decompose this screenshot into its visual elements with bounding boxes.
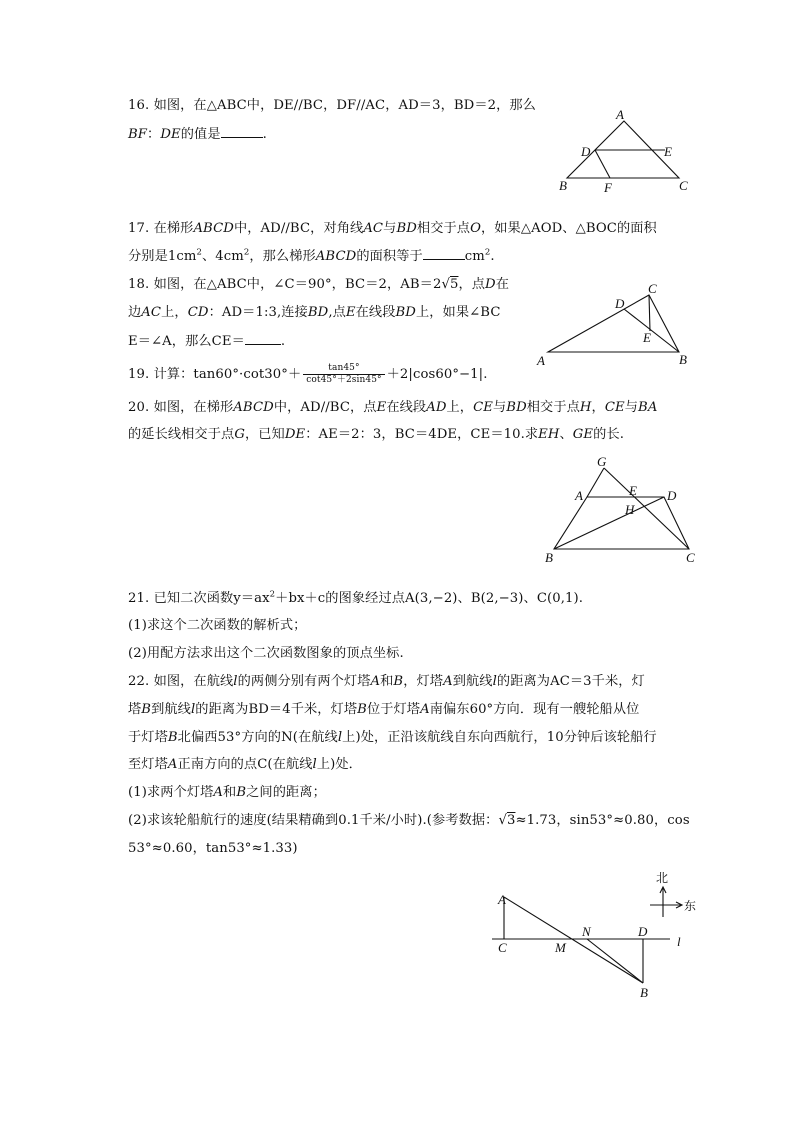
q22-t12: 塔 bbox=[128, 702, 142, 717]
q17-sup3: 2 bbox=[484, 247, 491, 258]
q22-t15: l bbox=[190, 702, 196, 717]
q20-t13: ， bbox=[591, 400, 605, 415]
q22-t27: A bbox=[167, 757, 178, 772]
fig20-label-e: E bbox=[629, 483, 637, 498]
fig18-label-a: A bbox=[537, 353, 545, 368]
q20-t20: DE bbox=[284, 427, 306, 442]
q18-t2: ，点 bbox=[458, 277, 486, 292]
q20-t5: 在线段 bbox=[386, 400, 427, 415]
q17-t2: ABCD bbox=[193, 221, 234, 236]
q17-t12: ，那么梯形 bbox=[249, 249, 316, 264]
q22-t33: 和 bbox=[223, 785, 237, 800]
q22-t28: 正南方向的点C(在航线 bbox=[177, 757, 313, 772]
q22-t10: l bbox=[492, 674, 497, 689]
q17-t15: cm bbox=[464, 249, 485, 264]
q17-t10: 分别是1cm bbox=[128, 249, 197, 264]
q17-t16: . bbox=[490, 249, 495, 264]
q20-t8: CE bbox=[473, 400, 493, 415]
q22-t30: 上)处． bbox=[316, 757, 362, 772]
fig16-label-a: A bbox=[616, 107, 624, 122]
q22-t4: A bbox=[370, 674, 381, 689]
q22-t6: B bbox=[393, 674, 404, 689]
q17-t9: ，如果△AOD、△BOC的面积 bbox=[480, 221, 657, 236]
fig22-label-c: C bbox=[498, 940, 507, 955]
q19-t2: ＋2|cos60°−1|. bbox=[386, 367, 488, 382]
q18-t4: 在 bbox=[495, 277, 510, 292]
q22-t18: 位于灯塔 bbox=[366, 702, 421, 717]
q18-t10: BD bbox=[307, 305, 329, 320]
q20-t11: 相交于点 bbox=[526, 400, 580, 415]
fig22-label-d: D bbox=[638, 924, 648, 939]
q18-t15: 上，如果∠BC bbox=[415, 305, 501, 320]
q20-t23: 、 bbox=[559, 427, 573, 442]
q22-t9: 到航线 bbox=[452, 674, 493, 689]
fig22-label-n: N bbox=[582, 924, 591, 939]
sqrt-symbol: √ bbox=[441, 277, 450, 292]
sqrt-symbol-2: √ bbox=[498, 813, 507, 828]
fig20-label-h: H bbox=[625, 502, 635, 517]
q20-t4: E bbox=[376, 400, 387, 415]
q20-t24: GE bbox=[572, 427, 594, 442]
q22-t8: A bbox=[443, 674, 453, 689]
q22-t7: ，灯塔 bbox=[403, 674, 444, 689]
q20-t2: ABCD bbox=[233, 400, 274, 415]
fig22-label-b: B bbox=[640, 985, 648, 1000]
q18-t14: BD bbox=[395, 305, 416, 320]
q20-t7: 上， bbox=[446, 400, 474, 415]
q20-t10: BD bbox=[506, 400, 527, 415]
q18-t8: CD bbox=[187, 305, 209, 320]
fig18-label-e: E bbox=[643, 330, 651, 345]
fig20-label-c: C bbox=[686, 550, 695, 565]
q22-t24: l bbox=[337, 730, 343, 745]
fig16-label-e: E bbox=[664, 144, 672, 159]
q22-t11: 的距离为AC＝3千米，灯 bbox=[496, 674, 645, 689]
fig18-label-c: C bbox=[648, 281, 657, 296]
q21-t2: ＋bx＋c的图象经过点A(3,−2)、B(2,−3)、C(0,1). bbox=[275, 591, 584, 606]
q18-t12: E bbox=[345, 305, 356, 320]
q17-t6: BD bbox=[396, 221, 417, 236]
fig20-label-g: G bbox=[597, 454, 607, 469]
q22-t16: 的距离为BD＝4千米，灯塔 bbox=[195, 702, 358, 717]
fig22-label-a: A bbox=[498, 892, 506, 907]
q20-t19: ，已知 bbox=[244, 427, 285, 442]
q20-t1: 20. 如图，在梯形 bbox=[128, 400, 234, 415]
q22-t21: 于灯塔 bbox=[128, 730, 168, 745]
q16-bf: BF bbox=[128, 127, 148, 142]
fig22-label-m: M bbox=[555, 940, 566, 955]
q22-t32: A bbox=[213, 785, 224, 800]
q22-t34: B bbox=[236, 785, 247, 800]
q17-t1: 17. 在梯形 bbox=[128, 221, 194, 236]
q22-t37: ≈1.73，sin53°≈0.80，cos bbox=[515, 813, 690, 828]
q18-t7: 上， bbox=[161, 305, 188, 320]
fig16-label-f: F bbox=[604, 180, 612, 195]
q17-t14: 的面积等于 bbox=[356, 249, 423, 264]
segment-ab bbox=[504, 897, 643, 983]
q22-t1: 22. 如图，在航线 bbox=[128, 674, 234, 689]
q18-t9: ：AD＝1:3,连接 bbox=[208, 305, 308, 320]
fig16-label-c: C bbox=[679, 178, 688, 193]
q22-t29: l bbox=[312, 757, 317, 772]
q18-t6: AC bbox=[141, 305, 162, 320]
q18-t3: D bbox=[485, 277, 496, 292]
q17-t8: O bbox=[470, 221, 481, 236]
q18-t1: 18. 如图，在△ABC中，∠C＝90°，BC＝2，AB＝2 bbox=[128, 277, 442, 292]
q16-text: 16. 如图，在△ABC中，DE//BC，DF//AC，AD＝3，BD＝2，那么 bbox=[128, 98, 536, 113]
q20-t18: G bbox=[234, 427, 245, 442]
q22-t25: 上)处，正沿该航线自东向西航行，10分钟后该轮船行 bbox=[342, 730, 657, 745]
compass-north-label: 北 bbox=[656, 871, 669, 885]
q22-t20: 南偏东60°方向．现有一艘轮船从位 bbox=[429, 702, 640, 717]
q21-part1: (1)求这个二次函数的解析式； bbox=[128, 618, 307, 633]
fig16-label-d: D bbox=[581, 144, 591, 159]
q19-t1: 19. 计算：tan60°·cot30°＋ bbox=[128, 367, 302, 382]
q17-t13: ABCD bbox=[315, 249, 357, 264]
q17-sup1: 2 bbox=[196, 247, 202, 258]
q16-de: DE bbox=[160, 127, 181, 142]
q20-t21: ：AE＝2：3，BC＝4DE，CE＝10.求 bbox=[305, 427, 539, 442]
q21-t1: 21. 已知二次函数y＝ax bbox=[128, 591, 270, 606]
q19-numerator: tan45° bbox=[303, 363, 384, 375]
q22-t3: 的两侧分别有两个灯塔 bbox=[237, 674, 371, 689]
q20-t9: 与 bbox=[493, 400, 507, 415]
q18-radicand: 5 bbox=[449, 277, 459, 292]
q21-sup: 2 bbox=[269, 589, 276, 600]
q16-colon: ： bbox=[147, 127, 161, 142]
q19-denominator: cot45°＋2sin45° bbox=[306, 375, 382, 385]
q22-t35: 之间的距离； bbox=[246, 785, 326, 800]
q20-t6: AD bbox=[426, 400, 447, 415]
q17-t7: 相交于点 bbox=[416, 221, 471, 236]
q17-t4: AC bbox=[363, 221, 384, 236]
q22-t23: 北偏西53°方向的N(在航线 bbox=[177, 730, 338, 745]
q22-t26: 至灯塔 bbox=[128, 757, 168, 772]
q20-t15: 与 bbox=[624, 400, 639, 415]
q17-t3: 中，AD//BC，对角线 bbox=[233, 221, 364, 236]
q18-t11: ,点 bbox=[328, 305, 346, 320]
q22-t22: B bbox=[167, 730, 178, 745]
compass-east-label: 东 bbox=[684, 899, 697, 913]
q18-t5: 边 bbox=[128, 305, 142, 320]
q20-t12: H bbox=[579, 400, 592, 415]
q16-period: . bbox=[262, 127, 267, 142]
q18-t16: E＝∠A，那么CE＝ bbox=[128, 334, 245, 349]
q22-t5: 和 bbox=[380, 674, 394, 689]
fig20-label-d: D bbox=[667, 488, 677, 503]
q17-t11: 、4cm bbox=[201, 249, 244, 264]
q22-t13: B bbox=[141, 702, 152, 717]
fig18-label-b: B bbox=[679, 352, 687, 367]
q22-radicand: 3 bbox=[506, 813, 516, 828]
q21-part2: (2)用配方法求出这个二次函数图象的顶点坐标. bbox=[128, 646, 404, 661]
fig20-label-a: A bbox=[575, 488, 583, 503]
fig16-label-b: B bbox=[559, 178, 567, 193]
q17-sup2: 2 bbox=[243, 247, 250, 258]
q22-t36: (2)求该轮船航行的速度(结果精确到0.1千米/小时).(参考数据： bbox=[128, 813, 499, 828]
q17-t5: 与 bbox=[383, 221, 397, 236]
fig22-label-l: l bbox=[677, 934, 681, 949]
q22-t2: l bbox=[233, 674, 238, 689]
q20-t25: 的长. bbox=[593, 427, 625, 442]
fig20-label-b: B bbox=[545, 550, 553, 565]
fig18-label-d: D bbox=[615, 296, 625, 311]
q22-t31: (1)求两个灯塔 bbox=[128, 785, 214, 800]
segment-nb bbox=[587, 939, 643, 983]
q20-t3: 中，AD//BC，点 bbox=[273, 400, 377, 415]
q16-value-label: 的值是 bbox=[180, 127, 221, 142]
q22-t19: A bbox=[420, 702, 430, 717]
q20-t22: EH bbox=[538, 427, 560, 442]
q22-t14: 到航线 bbox=[151, 702, 191, 717]
q20-t16: BA bbox=[638, 400, 658, 415]
q20-t14: CE bbox=[604, 400, 625, 415]
q22-t17: B bbox=[357, 702, 367, 717]
q22-t38: 53°≈0.60，tan53°≈1.33) bbox=[128, 841, 298, 856]
q20-t17: 的延长线相交于点 bbox=[128, 427, 235, 442]
q18-t13: 在线段 bbox=[355, 305, 396, 320]
q18-t17: . bbox=[280, 334, 286, 349]
